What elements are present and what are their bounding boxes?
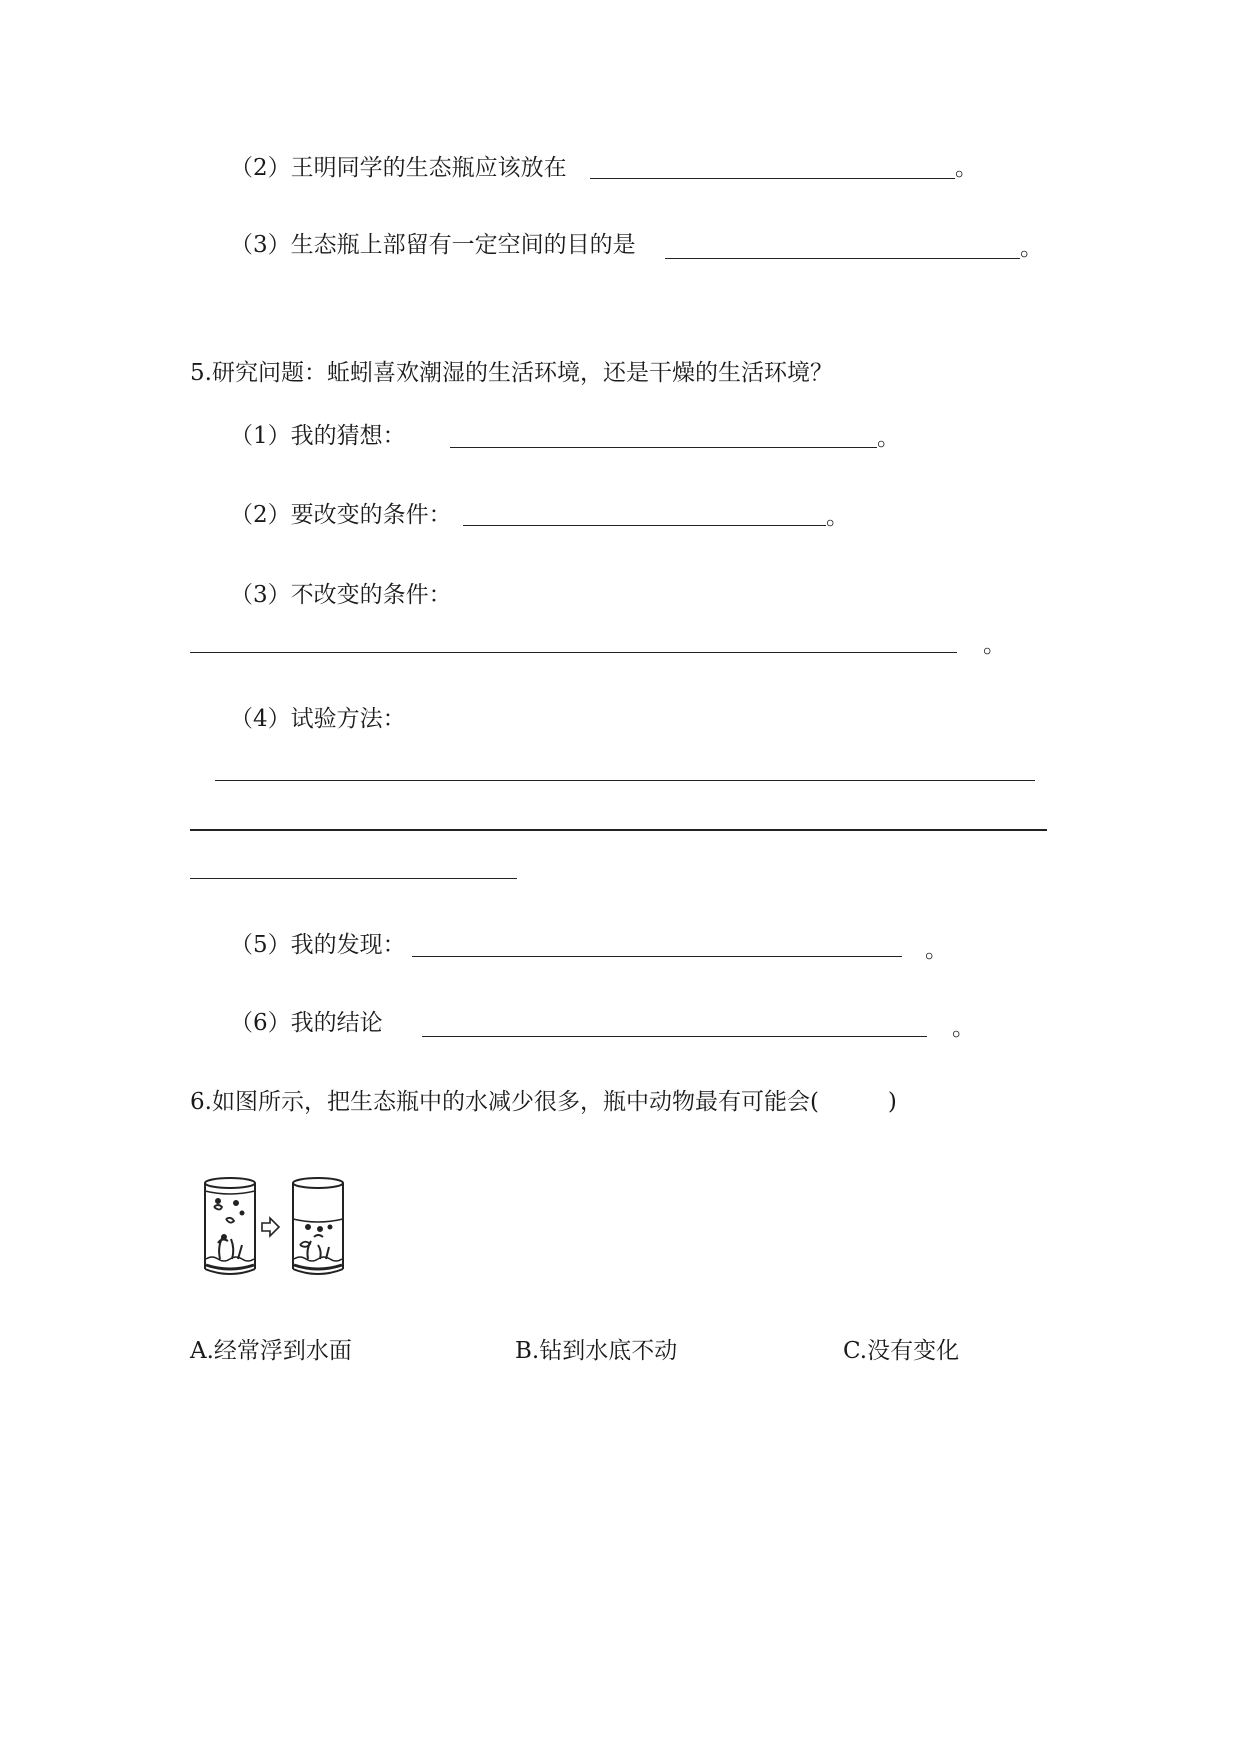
q5-item2-answer-blank[interactable] (463, 525, 826, 526)
q6-title: 6.如图所示，把生态瓶中的水减少很多，瓶中动物最有可能会( ) (190, 1089, 897, 1115)
q4-item3: （3）生态瓶上部留有一定空间的目的是 (230, 232, 636, 258)
q5-item4-answer-blank-2[interactable] (190, 829, 1047, 831)
q6-option-a[interactable]: A.经常浮到水面 (190, 1338, 352, 1364)
left-bottle (205, 1178, 255, 1274)
q4-item3-period: 。 (1020, 235, 1043, 261)
q5-item3: （3）不改变的条件： (230, 582, 452, 608)
q6-option-c[interactable]: C.没有变化 (843, 1338, 960, 1364)
q4-item2-answer-blank[interactable] (590, 178, 955, 179)
q5-item5-period: 。 (925, 937, 948, 963)
q5-item3-period: 。 (983, 632, 1006, 658)
q5-item5: （5）我的发现： (230, 932, 406, 958)
q5-item4: （4）试验方法： (230, 706, 406, 732)
q5-item1-period: 。 (877, 425, 900, 451)
q5-item6-period: 。 (952, 1015, 975, 1041)
q5-item1-answer-blank[interactable] (450, 447, 877, 448)
q5-item6-answer-blank[interactable] (422, 1036, 927, 1037)
q5-item1: （1）我的猜想： (230, 423, 406, 449)
q5-item2: （2）要改变的条件： (230, 502, 452, 528)
q4-item2: （2）王明同学的生态瓶应该放在 (230, 155, 567, 181)
ecosystem-bottles-figure (200, 1175, 352, 1283)
q5-item2-period: 。 (826, 504, 849, 530)
right-bottle (293, 1178, 343, 1274)
q5-item6: （6）我的结论 (230, 1010, 383, 1036)
q5-item5-answer-blank[interactable] (412, 956, 902, 957)
q4-item3-answer-blank[interactable] (665, 258, 1020, 259)
arrow-icon (262, 1218, 279, 1236)
q5-title: 5.研究问题：蚯蚓喜欢潮湿的生活环境，还是干燥的生活环境？ (190, 360, 833, 386)
q4-item2-period: 。 (955, 155, 978, 181)
q5-item4-answer-blank-3[interactable] (190, 878, 517, 879)
q5-item4-answer-blank-1[interactable] (215, 780, 1035, 781)
q5-item3-answer-blank[interactable] (190, 652, 957, 653)
q6-option-b[interactable]: B.钻到水底不动 (515, 1338, 678, 1364)
